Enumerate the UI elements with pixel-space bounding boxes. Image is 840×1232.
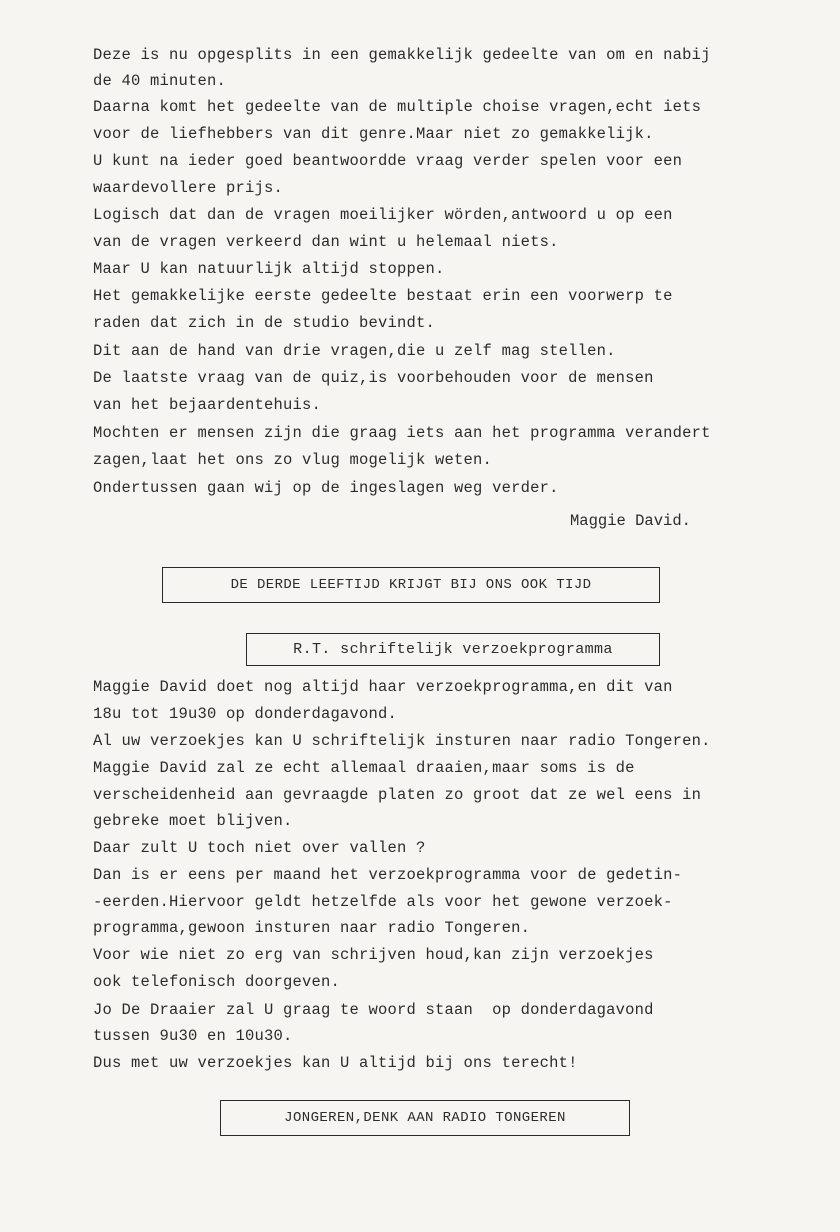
text-line: Maggie David doet nog altijd haar verzoekprogramma,en dit van bbox=[93, 678, 673, 696]
text-line: Voor wie niet zo erg van schrijven houd,kan zijn verzoekjes bbox=[93, 946, 654, 964]
text-line: Mochten er mensen zijn die graag iets aan het programma verandert bbox=[93, 424, 711, 442]
text-line: Al uw verzoekjes kan U schriftelijk insturen naar radio Tongeren. bbox=[93, 732, 711, 750]
text-line: raden dat zich in de studio bevindt. bbox=[93, 314, 436, 332]
text-line: Maggie David zal ze echt allemaal draaien,maar soms is de bbox=[93, 759, 635, 777]
boxed-heading-derde-leeftijd: DE DERDE LEEFTIJD KRIJGT BIJ ONS OOK TIJD bbox=[162, 567, 660, 603]
text-line: Dan is er eens per maand het verzoekprogramma voor de gedetin- bbox=[93, 866, 683, 884]
text-line: gebreke moet blijven. bbox=[93, 812, 293, 830]
text-line: Dus met uw verzoekjes kan U altijd bij ons terecht! bbox=[93, 1054, 578, 1072]
boxed-heading-jongeren: JONGEREN,DENK AAN RADIO TONGEREN bbox=[220, 1100, 630, 1136]
text-line: Daar zult U toch niet over vallen ? bbox=[93, 839, 426, 857]
text-line: Daarna komt het gedeelte van de multiple choise vragen,echt iets bbox=[93, 98, 702, 116]
text-line: de 40 minuten. bbox=[93, 72, 227, 90]
boxed-heading-verzoekprogramma: R.T. schriftelijk verzoekprogramma bbox=[246, 633, 660, 666]
text-line: Deze is nu opgesplits in een gemakkelijk gedeelte van om en nabij bbox=[93, 46, 711, 64]
signature: Maggie David. bbox=[570, 512, 691, 530]
text-line: Ondertussen gaan wij op de ingeslagen weg verder. bbox=[93, 479, 559, 497]
text-line: tussen 9u30 en 10u30. bbox=[93, 1027, 293, 1045]
text-line: Het gemakkelijke eerste gedeelte bestaat erin een voorwerp te bbox=[93, 287, 673, 305]
text-line: Dit aan de hand van drie vragen,die u zelf mag stellen. bbox=[93, 342, 616, 360]
text-line: programma,gewoon insturen naar radio Tongeren. bbox=[93, 919, 531, 937]
text-line: waardevollere prijs. bbox=[93, 179, 284, 197]
text-line: 18u tot 19u30 op donderdagavond. bbox=[93, 705, 398, 723]
text-line: van de vragen verkeerd dan wint u helemaal niets. bbox=[93, 233, 559, 251]
text-line: Logisch dat dan de vragen moeilijker wörden,antwoord u op een bbox=[93, 206, 673, 224]
text-line: van het bejaardentehuis. bbox=[93, 396, 322, 414]
text-line: Jo De Draaier zal U graag te woord staan op donderdagavond bbox=[93, 1001, 654, 1019]
text-line: verscheidenheid aan gevraagde platen zo groot dat ze wel eens in bbox=[93, 786, 702, 804]
text-line: -eerden.Hiervoor geldt hetzelfde als voor het gewone verzoek- bbox=[93, 893, 673, 911]
text-line: voor de liefhebbers van dit genre.Maar niet zo gemakkelijk. bbox=[93, 125, 654, 143]
text-line: De laatste vraag van de quiz,is voorbehouden voor de mensen bbox=[93, 369, 654, 387]
text-line: ook telefonisch doorgeven. bbox=[93, 973, 341, 991]
text-line: Maar U kan natuurlijk altijd stoppen. bbox=[93, 260, 445, 278]
text-line: zagen,laat het ons zo vlug mogelijk weten. bbox=[93, 451, 493, 469]
text-line: U kunt na ieder goed beantwoordde vraag verder spelen voor een bbox=[93, 152, 683, 170]
